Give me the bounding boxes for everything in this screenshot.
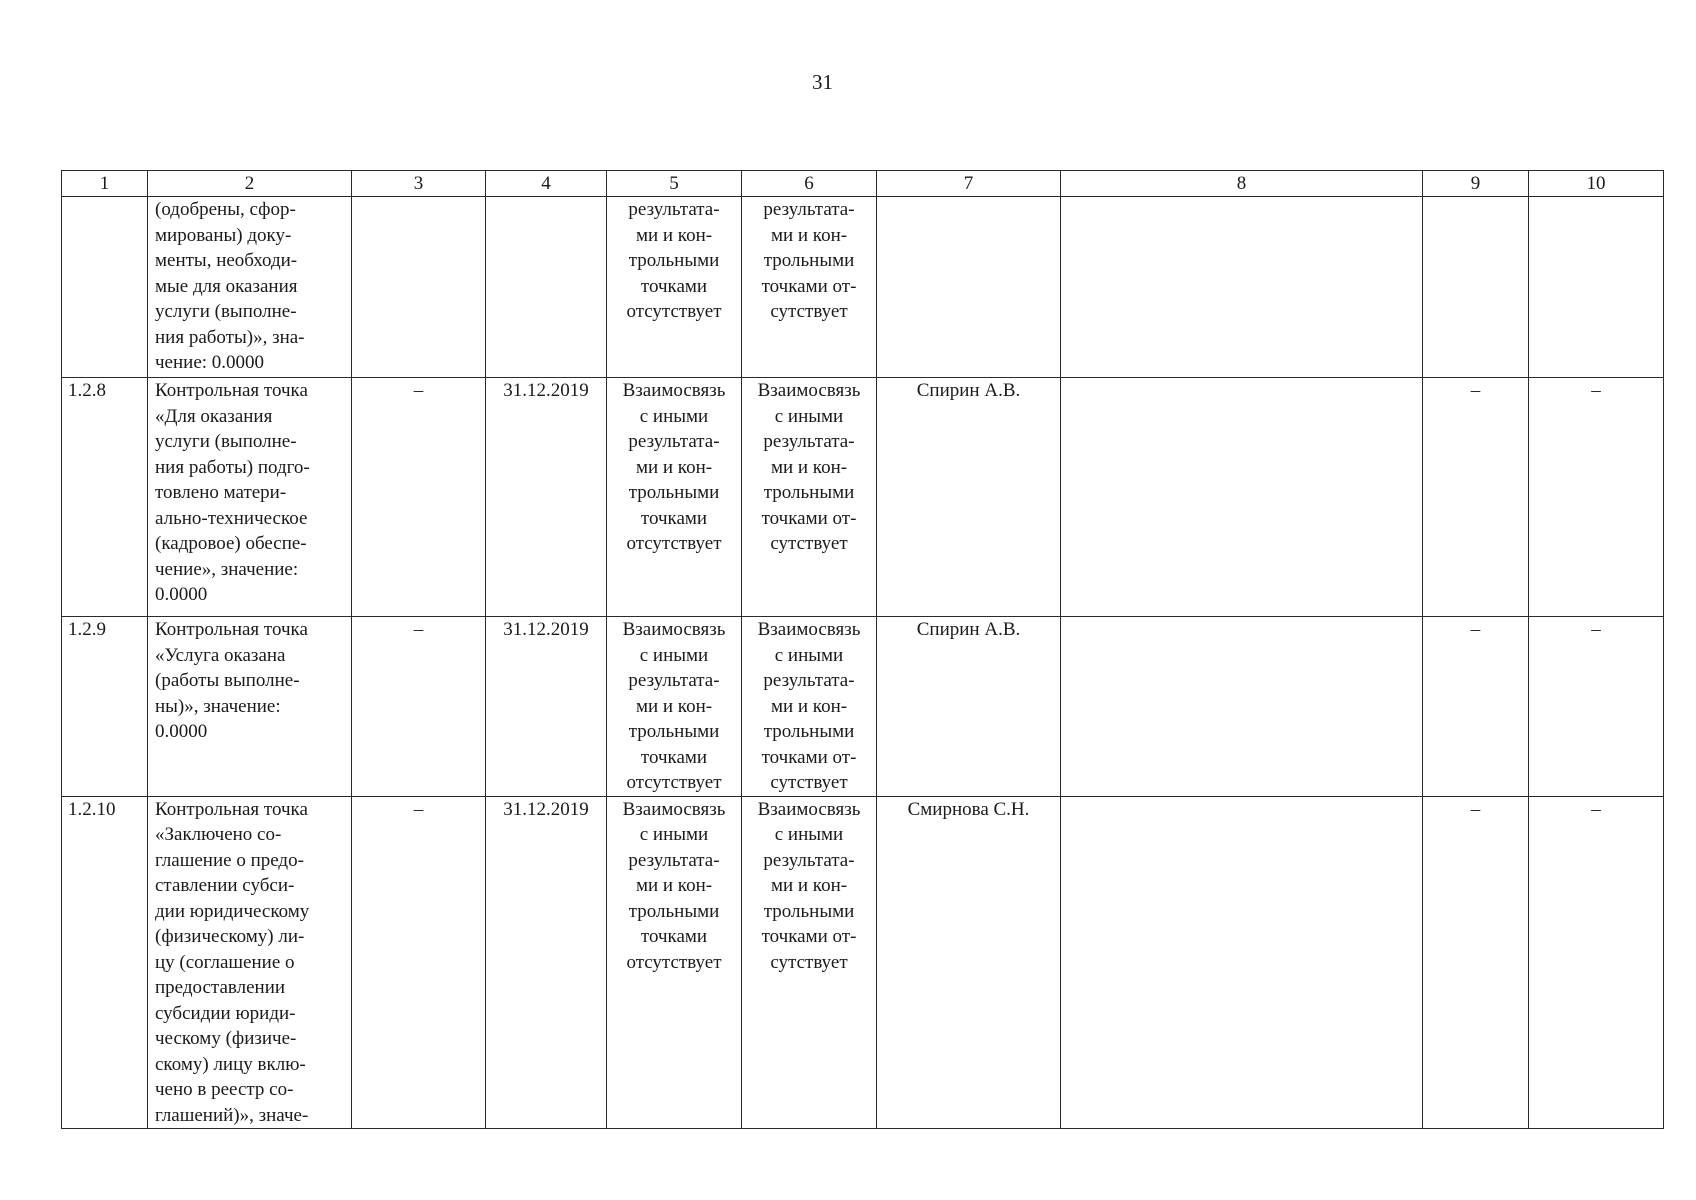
column-10-value: – — [1529, 378, 1664, 617]
row-number: 1.2.10 — [62, 796, 148, 1129]
column-8-value — [1061, 378, 1423, 617]
relation-previous — [607, 197, 742, 378]
column-3-value: – — [352, 617, 486, 797]
relation-next-text: результата- ми и кон- трольными точками от- сутствует — [761, 199, 857, 322]
responsible-person — [877, 197, 1061, 378]
relation-next — [742, 378, 877, 617]
column-3-value — [352, 197, 486, 378]
column-8-value — [1061, 197, 1423, 378]
column-header-5: 5 — [607, 171, 742, 197]
column-10-value: – — [1529, 617, 1664, 797]
column-header-10: 10 — [1529, 171, 1664, 197]
relation-previous-text: Взаимосвязь с иными результата- ми и кон- трольными точками отсутствует — [622, 619, 726, 793]
column-9-value — [1423, 197, 1529, 378]
column-header-6: 6 — [742, 171, 877, 197]
relation-next — [742, 796, 877, 1129]
column-10-value — [1529, 197, 1664, 378]
description-text: Контрольная точка «Для оказания услуги (выполне- ния работы) подго- товлено матери- ально-техническое (кадровое) обеспе- чение», значение: 0.0000 — [155, 380, 310, 605]
responsible-person: Спирин А.В. — [877, 378, 1061, 617]
column-8-value — [1061, 617, 1423, 797]
deadline-date: 31.12.2019 — [486, 617, 607, 797]
relation-next — [742, 197, 877, 378]
column-header-4: 4 — [486, 171, 607, 197]
relation-previous-text: Взаимосвязь с иными результата- ми и кон- трольными точками отсутствует — [622, 380, 726, 554]
column-3-value: – — [352, 378, 486, 617]
description-text: Контрольная точка «Услуга оказана (работы выполне- ны)», значение: 0.0000 — [155, 619, 308, 742]
column-3-value: – — [352, 796, 486, 1129]
column-header-7: 7 — [877, 171, 1061, 197]
header-row — [62, 171, 1664, 197]
deadline-date: 31.12.2019 — [486, 796, 607, 1129]
deadline-date: 31.12.2019 — [486, 378, 607, 617]
column-8-value — [1061, 796, 1423, 1129]
relation-previous — [607, 796, 742, 1129]
responsible-person: Смирнова С.Н. — [877, 796, 1061, 1129]
relation-next — [742, 617, 877, 797]
column-header-9: 9 — [1423, 171, 1529, 197]
table-row — [62, 617, 1664, 797]
deadline-date — [486, 197, 607, 378]
relation-previous — [607, 378, 742, 617]
description-text: (одобрены, сфор- мированы) доку- менты, необходи- мые для оказания услуги (выполне- ния работы)», зна- чение: 0.0000 — [155, 199, 305, 373]
row-number: 1.2.9 — [62, 617, 148, 797]
responsible-person: Спирин А.В. — [877, 617, 1061, 797]
column-header-2: 2 — [148, 171, 352, 197]
column-9-value: – — [1423, 796, 1529, 1129]
relation-next-text: Взаимосвязь с иными результата- ми и кон- трольными точками от- сутствует — [757, 798, 861, 973]
relation-next-text: Взаимосвязь с иными результата- ми и кон- трольными точками от- сутствует — [757, 619, 861, 793]
column-header-1: 1 — [62, 171, 148, 197]
table-row — [62, 378, 1664, 617]
table-row — [62, 796, 1664, 1129]
column-9-value: – — [1423, 378, 1529, 617]
column-9-value: – — [1423, 617, 1529, 797]
control-point-description — [148, 796, 352, 1129]
column-header-8: 8 — [1061, 171, 1423, 197]
description-text: Контрольная точка «Заключено со- глашение о предо- ставлении субси- дии юридическому (физическому) ли- цу (соглашение о предоставлении субсидии юриди- ческому (физиче- скому) лицу вклю- чено в реестр со- глашений)», значе- — [155, 798, 310, 1126]
relation-previous-text: Взаимосвязь с иными результата- ми и кон- трольными точками отсутствует — [622, 798, 726, 973]
control-point-description — [148, 197, 352, 378]
relation-previous — [607, 617, 742, 797]
control-point-description — [148, 378, 352, 617]
row-number — [62, 197, 148, 378]
control-points-table — [61, 170, 1664, 1129]
column-header-3: 3 — [352, 171, 486, 197]
relation-previous-text: результата- ми и кон- трольными точками отсутствует — [626, 199, 722, 322]
table-row — [62, 197, 1664, 378]
column-10-value: – — [1529, 796, 1664, 1129]
row-number: 1.2.8 — [62, 378, 148, 617]
relation-next-text: Взаимосвязь с иными результата- ми и кон- трольными точками от- сутствует — [757, 380, 861, 554]
page-number: 31 — [812, 70, 833, 94]
control-point-description — [148, 617, 352, 797]
